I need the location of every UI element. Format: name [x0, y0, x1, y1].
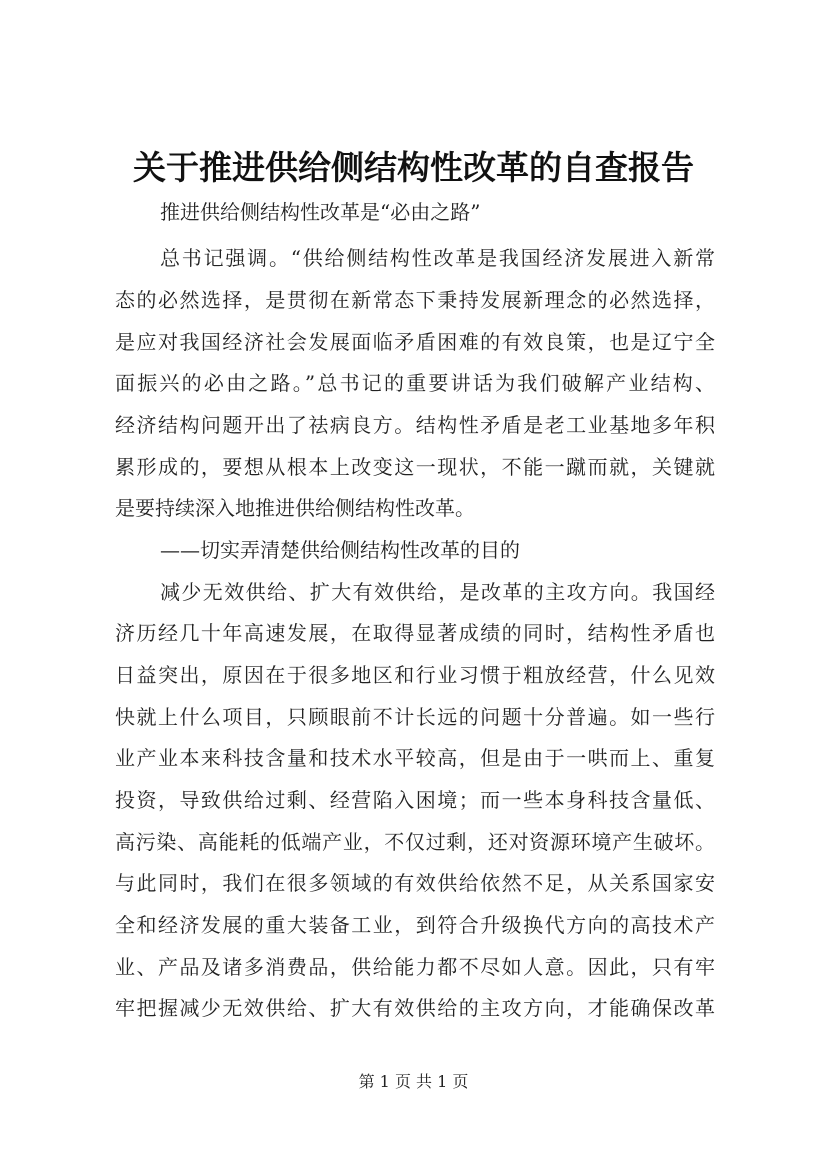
paragraph-line: 与此同时，我们在很多领域的有效供给依然不足，从关系国家安: [115, 871, 715, 895]
paragraph-line: 经济结构问题开出了祛病良方。结构性矛盾是老工业基地多年积: [115, 413, 715, 437]
paragraph-line: 累形成的，要想从根本上改变这一现状，不能一蹴而就，关键就: [115, 455, 715, 479]
paragraph-line: 态的必然选择，是贯彻在新常态下秉持发展新理念的必然选择，: [115, 288, 715, 312]
paragraph-line: 是要持续深入地推进供给侧结构性改革。: [115, 496, 475, 520]
paragraph-line: 是应对我国经济社会发展面临矛盾困难的有效良策，也是辽宁全: [115, 330, 715, 354]
paragraph-line: 业、产品及诸多消费品，供给能力都不尽如人意。因此，只有牢: [115, 955, 715, 979]
document-title: 关于推进供给侧结构性改革的自查报告: [133, 148, 694, 187]
page-footer: 第 1 页 共 1 页: [358, 1072, 469, 1091]
paragraph-line: 牢把握减少无效供给、扩大有效供给的主攻方向，才能确保改革: [115, 996, 715, 1020]
paragraph-line: 总书记强调。“供给侧结构性改革是我国经济发展进入新常: [160, 246, 715, 270]
paragraph-line: 减少无效供给、扩大有效供给，是改革的主攻方向。我国经: [160, 580, 715, 604]
paragraph-line: 高污染、高能耗的低端产业，不仅过剩，还对资源环境产生破坏。: [115, 830, 715, 854]
paragraph-line: 日益突出，原因在于很多地区和行业习惯于粗放经营，什么见效: [115, 663, 715, 687]
section-heading: ——切实弄清楚供给侧结构性改革的目的: [160, 538, 520, 562]
paragraph-line: 面振兴的必由之路。”总书记的重要讲话为我们破解产业结构、: [115, 371, 715, 395]
paragraph-line: 济历经几十年高速发展，在取得显著成绩的同时，结构性矛盾也: [115, 621, 715, 645]
paragraph-line: 全和经济发展的重大装备工业，到符合升级换代方向的高技术产: [115, 913, 715, 937]
document-subtitle: 推进供给侧结构性改革是“必由之路”: [160, 200, 481, 224]
paragraph-line: 投资，导致供给过剩、经营陷入困境；而一些本身科技含量低、: [115, 788, 715, 812]
paragraph-line: 业产业本来科技含量和技术水平较高，但是由于一哄而上、重复: [115, 746, 715, 770]
paragraph-line: 快就上什么项目，只顾眼前不计长远的问题十分普遍。如一些行: [115, 705, 715, 729]
